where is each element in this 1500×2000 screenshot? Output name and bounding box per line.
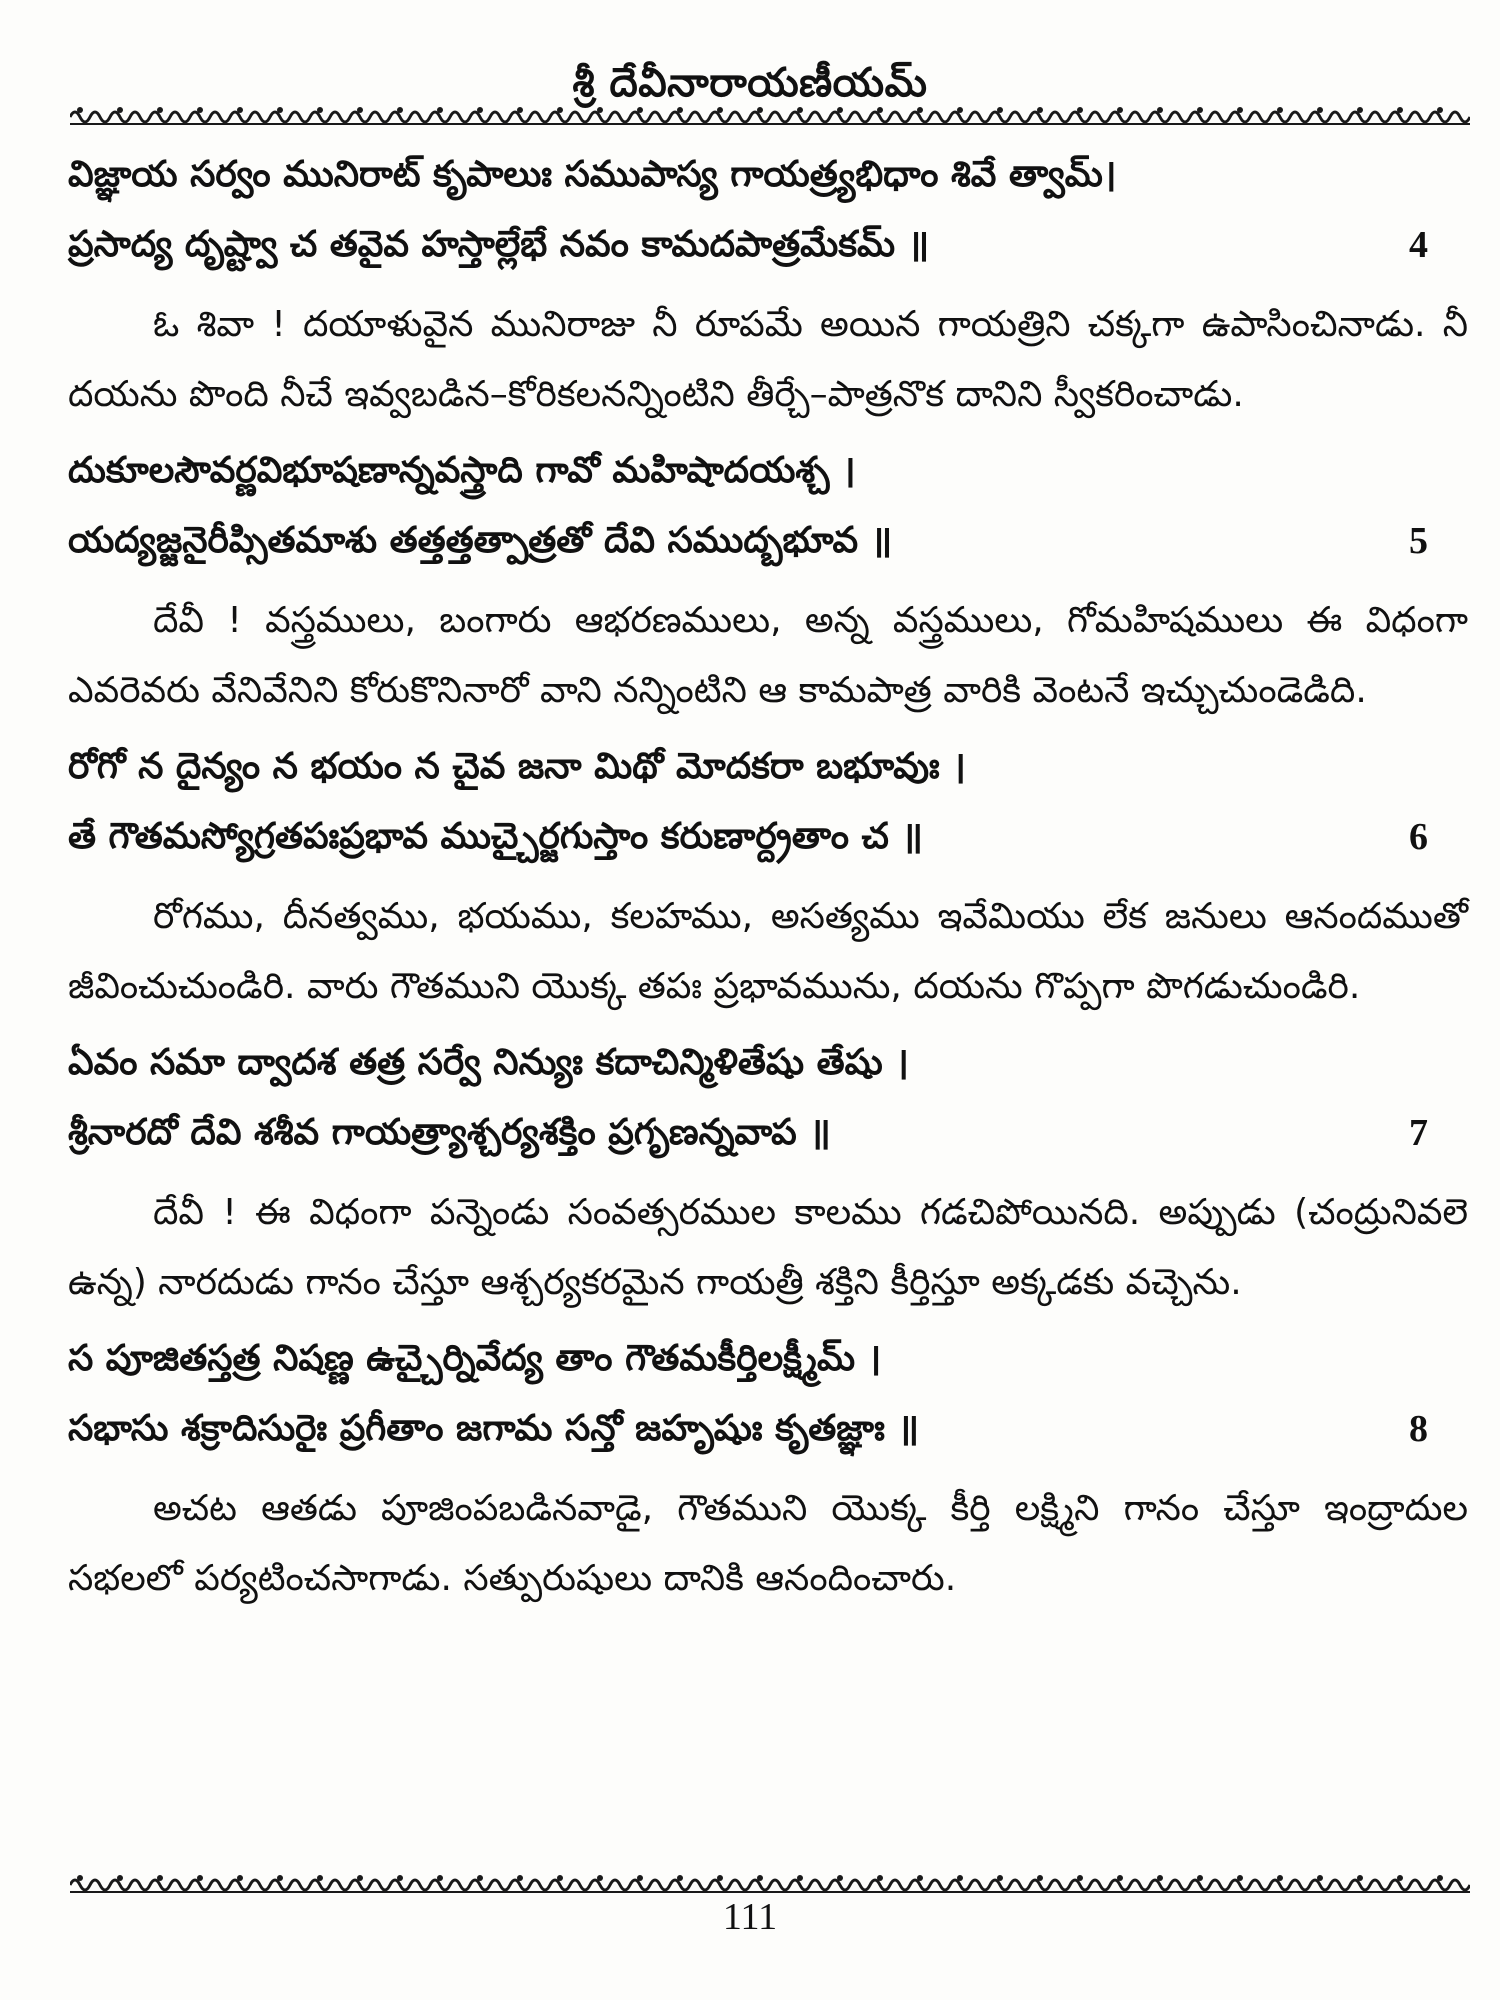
ornament-dot (397, 1875, 403, 1881)
ornament-dot (77, 107, 83, 113)
ornament-dot (197, 1875, 203, 1881)
ornament-dot (1317, 1875, 1323, 1881)
page-title: శ్రీ దేవీనారాయణీయమ్ (572, 60, 928, 106)
ornament-dot (677, 107, 683, 113)
verse-line (68, 802, 1468, 872)
verse-text: రోగో న దైన్యం న భయం న చైవ జనా మిథో మోదకరా బభూవుః । (68, 746, 966, 787)
translation-paragraph: దేవీ ! ఈ విధంగా పన్నెండు సంవత్సరముల కాలము గడచిపోయినది. అప్పుడు (చంద్రునివలె ఉన్న) నారదుడు గానం చేస్తూ ఆశ్చర్యకరమైన గాయత్రీ శక్తిని కీర్తిస్తూ అక్కడకు వచ్చెను. (68, 1192, 1468, 1303)
ornament-dot (717, 107, 723, 113)
ornament-dot (437, 1875, 443, 1881)
ornament-dot (557, 107, 563, 113)
ornament-wave (70, 1880, 1470, 1890)
verse-number: 7 (1409, 1112, 1428, 1154)
verse-number: 6 (1409, 816, 1428, 858)
ornament-dot (1117, 1875, 1123, 1881)
ornament-dot (917, 107, 923, 113)
ornament-dot (317, 107, 323, 113)
verse-line (68, 506, 1468, 576)
translation-paragraph: ఓ శివా ! దయాళువైన మునిరాజు నీ రూపమే అయిన గాయత్రిని చక్కగా ఉపాసించినాడు. నీ దయను పొంది నీచే ఇవ్వబడిన–కోరికలనన్నింటిని తీర్చే–పాత్రనొక దానిని స్వీకరించాడు. (68, 304, 1468, 415)
ornament-dot (1437, 107, 1443, 113)
ornament-dot (1397, 107, 1403, 113)
verse-text: సభాసు శక్రాదిసురైః ప్రగీతాం జగామ సన్తో జహృషుః కృతజ్ఞాః ॥ (68, 1408, 920, 1449)
ornament-dot (837, 107, 843, 113)
verse-number: 8 (1409, 1408, 1428, 1450)
ornament-dot (277, 1875, 283, 1881)
ornament-dot (797, 107, 803, 113)
ornament-dot (597, 1875, 603, 1881)
ornament-dot (1357, 1875, 1363, 1881)
ornament-dot (957, 107, 963, 113)
ornament-dot (1397, 1875, 1403, 1881)
verse-text: తే గౌతమస్యోగ్రతపఃప్రభావ ముచ్చైర్జగుస్తాం కరుణార్ద్రతాం చ ॥ (68, 816, 923, 857)
ornament-dot (397, 107, 403, 113)
ornament-dot (237, 1875, 243, 1881)
ornament-dot (1277, 1875, 1283, 1881)
ornament-dot (357, 107, 363, 113)
top-ornament-rule (70, 104, 1470, 130)
ornament-dot (477, 1875, 483, 1881)
translation-paragraph: రోగము, దీనత్వము, భయము, కలహము, అసత్యము ఇవేమియు లేక జనులు ఆనందముతో జీవించుచుండిరి. వారు గౌతముని యొక్క తపః ప్రభావమును, దయను గొప్పగా పొగడుచుండిరి. (68, 896, 1468, 1007)
ornament-dot (1077, 1875, 1083, 1881)
verse-line (68, 1324, 1468, 1394)
verse-line (68, 436, 1468, 506)
verse-text: స పూజితస్తత్ర నిషణ్ణ ఉచ్చైర్నివేద్య తాం గౌతమకీర్తిలక్ష్మీమ్ । (68, 1338, 882, 1379)
ornament-dot (757, 107, 763, 113)
ornament-dot (597, 107, 603, 113)
verse-section (68, 1028, 1468, 1318)
ornament-dot (717, 1875, 723, 1881)
ornament-dot (1157, 1875, 1163, 1881)
verse-number: 4 (1409, 224, 1428, 266)
ornament-dot (957, 1875, 963, 1881)
verse-text: విజ్ఞాయ సర్వం మునిరాట్ కృపాలుః సముపాస్య గాయత్ర్యభిధాం శివే త్వామ్। (68, 154, 1117, 195)
ornament-dot (557, 1875, 563, 1881)
ornament-dot (117, 1875, 123, 1881)
verse-section (68, 140, 1468, 430)
verse-line (68, 1028, 1468, 1098)
verse-line (68, 210, 1468, 280)
ornament-dot (477, 107, 483, 113)
ornament-dot (877, 107, 883, 113)
ornament-dot (1197, 107, 1203, 113)
page-content (68, 140, 1468, 1620)
ornament-dot (997, 107, 1003, 113)
ornament-dot (157, 1875, 163, 1881)
ornament-dot (437, 107, 443, 113)
verse-line (68, 1394, 1468, 1464)
ornament-dot (1277, 107, 1283, 113)
ornament-dot (1197, 1875, 1203, 1881)
ornament-wave (70, 112, 1470, 122)
translation-paragraph: అచట ఆతడు పూజింపబడినవాడై, గౌతముని యొక్క కీర్తి లక్ష్మిని గానం చేస్తూ ఇంద్రాదుల సభలలో పర్యటించసాగాడు. సత్పురుషులు దానికి ఆనందించారు. (68, 1488, 1468, 1599)
ornament-dot (277, 107, 283, 113)
ornament-dot (317, 1875, 323, 1881)
ornament-dot (1037, 107, 1043, 113)
ornament-dot (757, 1875, 763, 1881)
verse-section (68, 732, 1468, 1022)
ornament-dot (1157, 107, 1163, 113)
ornament-dot (117, 107, 123, 113)
verse-text: దుకూలసౌవర్ణవిభూషణాన్నవస్త్రాది గావో మహిషాదయశ్చ । (68, 450, 856, 491)
ornament-dot (1117, 107, 1123, 113)
ornament-dot (237, 107, 243, 113)
verse-text: ఏవం సమా ద్వాదశ తత్ర సర్వే నిన్యుః కదాచిన్మిళితేషు తేషు । (68, 1042, 909, 1083)
ornament-dot (997, 1875, 1003, 1881)
ornament-dot (1317, 107, 1323, 113)
verse-line (68, 1098, 1468, 1168)
ornament-dot (157, 107, 163, 113)
ornament-dot (637, 1875, 643, 1881)
verse-number: 5 (1409, 520, 1428, 562)
verse-section (68, 1324, 1468, 1614)
translation-paragraph: దేవీ ! వస్త్రములు, బంగారు ఆభరణములు, అన్న వస్త్రములు, గోమహిషములు ఈ విధంగా ఎవరెవరు వేనివేనిని కోరుకొనినారో వాని నన్నింటిని ఆ కామపాత్ర వారికి వెంటనే ఇచ్చుచుండెడిది. (68, 600, 1468, 711)
ornament-dot (677, 1875, 683, 1881)
ornament-dot (1357, 107, 1363, 113)
verse-line (68, 140, 1468, 210)
ornament-dot (517, 1875, 523, 1881)
ornament-dot (1077, 107, 1083, 113)
ornament-dot (837, 1875, 843, 1881)
verse-section (68, 436, 1468, 726)
ornament-dot (357, 1875, 363, 1881)
ornament-dot (77, 1875, 83, 1881)
ornament-dot (797, 1875, 803, 1881)
ornament-dot (877, 1875, 883, 1881)
verse-text: శ్రీనారదో దేవి శశీవ గాయత్ర్యాశ్చర్యశక్తిం ప్రగృణన్నవాప ॥ (68, 1112, 831, 1153)
ornament-dot (197, 107, 203, 113)
ornament-dot (1237, 107, 1243, 113)
verse-line (68, 732, 1468, 802)
verse-text: యద్యజ్జనైరీప్సితమాశు తత్తత్తత్పాత్రతో దేవి సముద్బభూవ ॥ (68, 520, 893, 561)
ornament-dot (917, 1875, 923, 1881)
ornament-dot (637, 107, 643, 113)
verse-text: ప్రసాద్య దృష్ట్వా చ తవైవ హస్తాల్లేభే నవం కామదపాత్రమేకమ్ ॥ (68, 224, 930, 265)
ornament-dot (1437, 1875, 1443, 1881)
ornament-dot (1237, 1875, 1243, 1881)
ornament-dot (517, 107, 523, 113)
page-number: 111 (722, 1896, 778, 1938)
ornament-dot (1037, 1875, 1043, 1881)
